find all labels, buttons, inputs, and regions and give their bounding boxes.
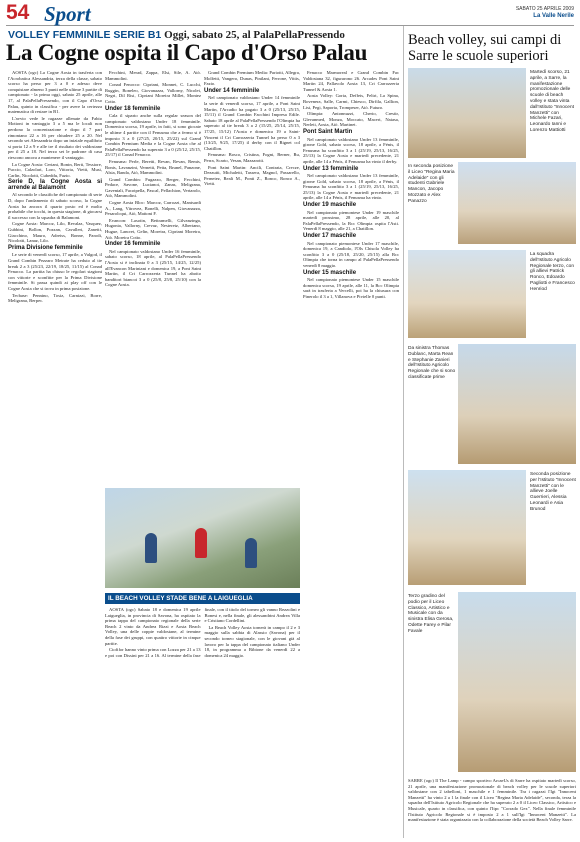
paragraph: Aosta Volley: Goria, Deffeis, Feltri, La Spina, Bovenera, Salle, Carmi, Chiesco, Dirfila, Gallion, Lisi, Pegi, Saporta, Trompeser, Aiò. Futuro. [303,93,399,110]
right-headline: Beach volley, sui campi di Sarre le scuole superiori [408,32,562,64]
paragraph: Ciofifor hanno vinto prima con Lozza per 21 a 13 e poi con Dissini per 21 a 16. Al termine della fase finale, con il titolo del torneo gli vanno Rezzolini e Bonesi e, nella finale, gli alessandrini Andrea Villa e Cristiano Cordellini. [105,607,300,658]
paragraph: Grand Combin Premium Media: Pariotti, Allegra, Molfetti, Vangero, Dunas, Pinilani, Ferrone, Vittis, Fazio. [204,70,300,87]
subheading: Under 17 maschile [303,233,357,240]
paragraph: Pont Saint Martin: Ancili, Contrata, Crecze, Dezzutti, Michaletti, Tassera, Magnol, Passarello, Pernetez, Reali M., Ponti Z., Ronco, Ronco A., Vietti. [204,164,300,187]
player-figure [245,538,257,568]
column-1 [8,70,102,838]
subheading: Under 18 femminile [105,105,161,112]
volleyball-photo [105,488,300,588]
kicker-label: VOLLEY FEMMINILE SERIE B1 [8,29,162,41]
paragraph: Al secondo le classifiche del campionato di serie D, dopo l'andamento di sabato scorso, la Cogne Aosta ha ancora il quarto posto ed è molto probabile che tocchi, in questa stagione, di giocarsi il successo con la squadra di Balamont. [8,192,102,220]
paragraph: Nel campionato piemontese Under 19 maschile martedì prossimo, 28 aprile, alle 20, al PalaPellaPressendo, la Bcc Olimpia ospita l'Asti. Venerdì 8 maggio, alle 21, a Chatillon. [303,209,399,232]
header-info [516,6,574,20]
paragraph: Nel campionato piemontese Under 15 maschile domenica scorsa, 19 aprile, alle 11, la Bcc Olimpia sarà in trasferta a Vercelli, poi ha la chiusura con Pinerolo il 3 a 1, Villanova e Pivielle 0 punti. [303,277,399,299]
caption-5: Seconda posizione per l'Istituto "Innocent Manzetti" con le allieve Joelle Guerrieri, Alessia Leonardi e Asia Brunod [530,472,576,512]
paragraph: Fenusma: Perle, Beretti, Revan, Revan, Remis, Bonis, Lavanzini, Vernetti, Petta, Brunel, Panzone, Alsia, Banda, Aiò, Mammolini. [105,158,201,176]
player-figure [195,528,207,558]
beach-volley-banner: IL BEACH VOLLEY STADE BENE A LAIGUEGLIA [105,593,300,604]
paragraph: La Cogne Aosta: Ceriani, Bonin, Berti, Tessiore, Puccio, Calzolari, Loro, Vittoria, Vietti, Musi, Carlin, Nicolotti, Cubeddu, Fazio. [8,161,102,178]
caption-4: Da sinistra Thomas Dublanc, Marta Rean e Stephanie Zanieri dell'Istituto Agricolo Regionale che si sono classificate prime [408,346,456,380]
paragraph: Tecbase: Pennino, Tosiz, Carnizzi, Borre, Meligrana, Berpec. [8,292,102,304]
header-date: SABATO 25 APRILE 2009 [515,6,574,12]
caption-2: In seconda posizione il Liceo "Regina Maria Adelaide" con gli studenti Gabriele Mancon, Jacopo Mozzato e Alex Panazzo [408,164,455,204]
subheading: Serie D, la Cogne Aosta si arrende al Balamont [8,179,102,191]
right-article-body: SARRE (ogc) Il The Lamp - campo sportivo ArcaeUs di Sarre ha ospitato martedì scorso, 21 aprile, una manifestazione promozionale di beach volley per le scuole superiori valdostane con 2 tabelloni, 1 maschile e 1 femminile. Tra i ragazzi l'Igt "Innocent Manzetti" ha vinto 2 a 1 la finale con il Liceo "Regina Maria Adelaide", seconda, terza la squadra dell'Istituto Agricolo Regionale che ha superato 2 a 0 il Liceo Classico, Artistico e Musicale, quarto in classifica, con quinto l'Itpc "Corrado Gex". Nella finale femminile l'Istituto Agricolo Regionale si è imposto 2 a 1 sull'Igt "Innocent Manzetti". La manifestazione è stata organizzata con la collaborazione della società Beach Volley Sarre. [408,778,576,823]
paragraph: Fecchini, Merad, Zappa, Elsi, Sile, A. Aiò. Mammolini. [105,70,201,81]
paragraph: Cogne Aosta Bloc: Marcoz, Carrozzi, Mantsardi A., Lang, Vitrovez, Bonelli, Nalpen, Giovanazza, Pesarolcqui, Aiò, Mattoni F. [105,200,201,217]
bottom-article [105,607,300,837]
player-figure [145,533,157,563]
winners-photo-2 [458,162,576,244]
column-divider [403,26,404,838]
paragraph: Cogne Aosta: Marcoz, Lilo, Revalaz, Vasquez, Gubbini, Bollon, Pozzan, Cavalleri, Zanetti, Giacchino, Mauro, Adreiss, Bonne, Parodi, Nicolotti, Lanaz, Lilo. [8,221,102,244]
header-paper: La Valle Nerile [533,13,574,19]
page-number: 54 [6,1,30,24]
subheading: Under 14 femminile [204,87,260,94]
subheading: Pont Saint Martin [303,128,353,135]
paragraph: Nel campionato piemontese Under 17 maschile, domenica 19, a Candiolo, l'Ols Chisola Volley ha sconfitto 3 a 0 (25/18, 25/20, 25/15) alla Bcc Olimpia che torna in campo al PalaPellaPressendo venerdì 8 maggio. [303,240,399,268]
paragraph: L'avvio vede le ragazze allenate da Fabio Mottoni in vantaggio 3 a 5 ma le locali non perdono la concentrazione e dopo il 7 pari rimontano 22 a 16 per chiudere 25 a 20. Nel secondo set Alessandria dopo un iniziale equilibrio si porta 12 a 9 e alle tre il risultato dei valdostane per il 25 a 18. Nel terzo set le padrone di casa riescono ancora a mantenere il vantaggio. [8,115,102,160]
subheading: Prima Divisione femminile [8,244,83,251]
paragraph: Le serie di venerdì scorso, 17 aprile, a Valgod, il Grand Combin Pezzaro Metrate ha ceduto al tie break 2 a 3 (25/23, 22/19, 18/25, 11/15) al Conad Fenacco. La partita ha chiuso le regolari stagioni con vittorie e sconfitte per la Prima Divisione femminile. Si passa quindi ai play off con le Cogne Aosta che si trova in prima posizione. [8,252,102,291]
winners-photo-3 [408,250,526,338]
section-title: Sport [44,2,91,26]
paragraph: Cala il sipario anche sulla regular season del campionato valdostano Under 18 femminile. Domenica scorsa, 19 aprile, in fatti, si sono giocate le ultime 4 partite con il Fenusma che a fermo si è imposto 3 a 0 (27/25, 20/15, 25/22) sul Grand Combin Premium Media e la Cogne Aosta che al PalaPellaPressendo ha superato 3 a 0 (25/12, 25/15, 25/17) il Conad Fenacco. [105,113,201,158]
subheading: Under 19 maschile [303,202,357,209]
paragraph: Olimpia: Antonnuzzi, Cherio, Crestir, Glevanmed, Monza, Moccato, Maceri, Naiasa, Nerleti, Aosta, Aiò. Martinet. [303,111,399,128]
page-header [6,1,574,26]
caption-6: Terzo gradino del podio per il Liceo Classico, Artistico e Musicale con da sinistra Elisa Gerosa, Odette Farey e Pilar Favale [408,594,454,634]
paragraph: Fenusma: Bosco, Cristina, Fogni, Berner, Ru, Perra, Scarto, Vesan, Mazzarotti. [204,152,300,163]
paragraph: Nel campionato valdostano Under 16 femminile, sabato scorso, 18 aprile, al PalaPellaPressendo l'Aosta si è inclinata 0 a 3 (25/15, 14/25, 12/25) all'Evancon Mariniani e domenica 19, a Pont Saint Martin, il Cri Carrozzeria Tunnel ha aboito banditori biancoi 3 a 0 (25/8, 25/8, 25/10) con la Cogne Aosta. [105,248,201,288]
column-4 [303,70,399,838]
paragraph: Evancon: Lasotin, Bettramelli, Gilvanzinga, Hugonia, Vallorny, Crevaz, Nesteretz, Albertano, Hugue, Lancret, Gelin, Moreira, Cipriani Moreira, Aiò. Moreira Cotto. [105,217,201,240]
paragraph: AOSTA (ogc) La Cogne Aosta in trasferta con l'Acrobatica Alessandria, terza della classe, sabato scorso ha perso per 3 a 0 e adesso deve conquistare almeno 3 punti nelle ultime 3 partite di campionato - la prima oggi, sabato 25 aprile, alle 17, al PalaPellaPressendo, con il Capo d'Orso Palau, quinto in classifica - per avere la certezza matematica di restare in B1. [8,70,102,115]
girls-photo-3 [458,592,576,772]
paragraph: AOSTA (ogc) Sabato 18 e domenica 19 aprile Laigueglia, in provincia di Savona, ha ospitato la prima tappa del campionato regionale della serie Beach 2 vinto da Andrea Rizzi e Aosta Beach Volley, una delle coppie valdostane, al termine della fase dei gruppi, con quattro vittorie in cinque partite. [105,607,201,646]
subheading: Under 15 maschile [303,269,357,276]
winners-photo-1 [408,68,526,158]
paragraph: Nel campionato valdostano Under 13 femminile, girone Gold, sabato scorso, 18 aprile, a Fénis, il Fenusma ha sconfitto 3 a 1 (25/19, 25/13, 16/25, 25/13) la Cogne Aosta e martedì precedente, 21 aprile, alle 14 a Fénis, il Fenusma ha vinto. [303,173,399,201]
subheading: Under 16 femminile [105,241,161,248]
caption-3: La squadra dell'Istituto Agricolo Regionale terzo, con gli allievi Patrick Ronco, Edoardo Pagliotti e Francesco Henriod [530,252,575,292]
girls-photo-2 [408,470,526,585]
girls-photo-1 [458,344,576,464]
subheading: Under 13 femminile [303,165,359,172]
article-headline: La Cogne ospita il Capo d'Orso Palau [6,40,368,65]
paragraph: La Beach Volley Aosta tornerà in campo il 2 e 3 maggio sulla sabbia di Alassio (Savona) per il secondo torneo stagionale, con le giovani già al lavoro per la tappa del campionato italiano Under 18, in programma a Bibione da venerdì 22 a domenica 24 maggio. [204,624,300,658]
paragraph: Grand Combin: Fugazzo, Berger, Fecchini, Pedace, Savone, Lucianoi, Zanas, Meligrana, Gaveniali, Facotpella, Pascal, Pellachion, Vertarolo, Aiò, Mammolini. [105,176,201,199]
paragraph: Nel campionato valdostano Under 13 femminile, girone Gold, sabato scorso, 18 aprile, a Fénis, il Fenusma ha sconfitto 3 a 1 (25/19, 25/13, 16/25, 25/13) la Cogne Aosta e martedì precedente, 21 aprile, alle 14 a Fénis, il Fenusma ha vinto il derby. [303,136,399,164]
paragraph: Fenacco Marmoreal e Grand Combin Fac Valdostana 32, figurarono 26. Arcades Pont Saint Martin 24, Pallavolo Aosta 13, Cri Carrozzeria Tunnel & Aosta 1. [303,70,399,92]
paragraph: Nel campionato valdostano Under 14 femminile la serie di venerdì scorso, 17 aprile, a Pont Saint Martin, l'Arcadio ha pagato 3 a 0 (25/13, 25/15, 15/11) il Grand Combin Facchini Impresa Edile. Sabato 18 aprile al PalaPellaPressendo l'Olimpia ha superato al tie break 3 a 2 (15/25, 25/14, 25/15, 17/25, 15/12) l'Aosta e domenica 19 a Saint-Vincent il Cri Carrozzeria Tunnel ha perso 0 a 3 (13/25, 9/25, 17/25) il derby con il Rignet col Chatillon. [204,95,300,151]
kicker-sub: Oggi, sabato 25, al PalaPellaPressendo [164,29,345,41]
caption-1: Martedì scorso, 21 aprile, a Sarre, la manifestazione promozionale delle scuole di beach volley e stata vinta dall'Istituto "Innocent Manzetti" con Michele Fazari, Leonardo Ianni e Lorenzo Mattiotti [530,70,574,133]
paragraph: Conad Fenocco: Cipriani, Monnet, C. Lucchi, Ruggin, Boneleo, Giovanazza, Vallorny, Nicolet, Negri, Dil Risi, Cipriani Moreira Millet, Montez Cotto. [105,82,201,104]
